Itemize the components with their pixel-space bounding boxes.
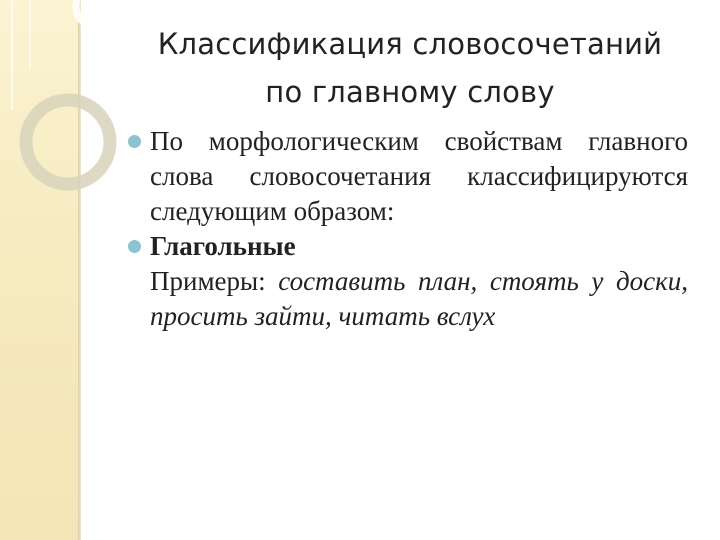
bullet-item-2 (128, 229, 688, 264)
bullet-dot-icon (128, 240, 141, 253)
examples-label: Примеры: (150, 266, 279, 296)
title-line-1: Классификация словосочетаний (157, 27, 663, 61)
examples-text: составить план, стоять у доски, просить зайти, читать вслух (150, 266, 688, 331)
bullet-dot-icon (128, 135, 141, 148)
ring-large (26, 100, 110, 184)
slide-title (110, 20, 710, 116)
slide-content (128, 124, 688, 334)
bullet-2-text: Глагольные (150, 231, 296, 261)
bullet-item-1 (128, 124, 688, 229)
title-line-2: по главному слову (265, 75, 555, 109)
bullet-1-text: По морфологическим свойствам главного слова словосочетания классифицируются следующим образом: (150, 126, 688, 226)
examples-paragraph (128, 264, 688, 334)
